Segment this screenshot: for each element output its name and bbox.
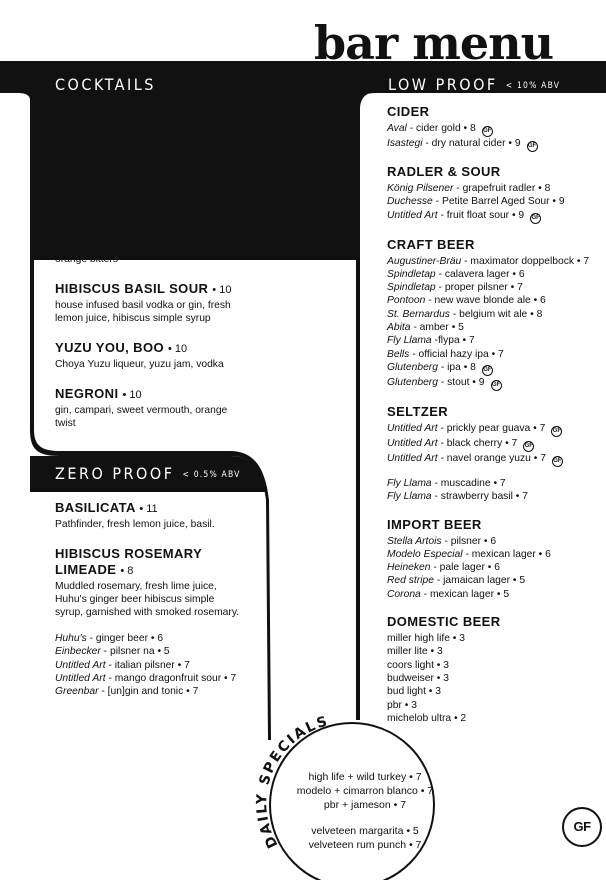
menu-line [387,268,606,281]
brand-name: Fly Llama [387,477,432,489]
brand-name: Spindletap [387,268,436,280]
menu-line [387,452,606,467]
item-detail: - proper pilsner • 7 [438,282,523,294]
drink-price: • 11 [122,107,141,119]
drink-name [55,546,270,579]
item-detail: - prickly pear guava • 7 [440,422,546,434]
item-detail: - mango dragonfruit sour • 7 [108,672,237,684]
drink-item [55,222,265,266]
brand-name: Glutenberg [387,376,438,388]
brand-name: Fly Llama [387,491,432,503]
gluten-free-logo: GF [562,807,602,847]
item-detail: - fruit float sour • 9 [440,209,525,221]
section-heading: SELTZER [387,403,449,419]
wheat-gluten-free-icon: GF [491,380,502,391]
drink-description: house infused basil vodka or gin, fresh lemon juice, hibiscus simple syrup [55,300,231,324]
drink-title: BASILICATA [55,500,136,515]
beverage-section [387,404,606,504]
drink-price: • 10 [212,284,232,296]
drink-item [55,281,265,325]
item-detail: budweiser • 3 [387,672,449,684]
brand-name: Corona [387,588,421,600]
item-detail: - navel orange yuzu • 7 [440,452,546,464]
zero-proof-list [55,500,270,698]
item-detail: miller lite • 3 [387,646,443,658]
drink-item [55,163,265,207]
drink-name [55,281,265,298]
drink-title: AVIATION [55,104,119,119]
item-detail: - pale lager • 6 [433,562,500,574]
drink-title: YUZU YOU, BOO [55,340,164,355]
drink-description: gin, campari, sweet vermouth, orange twist [55,405,228,429]
zero-proof-abv: < 0.5% ABV [182,470,241,480]
item-detail: - new wave blonde ale • 6 [428,295,546,307]
brand-name: Heineken [387,562,431,574]
menu-line [387,182,606,195]
menu-line [387,294,606,307]
menu-line [387,659,606,672]
menu-line [387,361,606,376]
special-item: pbr + jameson • 7 [323,799,407,811]
item-detail: - pilsner • 6 [444,535,497,547]
menu-line [387,255,606,268]
drink-description: Pathfinder, fresh lemon juice, basil. [55,519,215,530]
drink-title: HIBISCUS BASIL SOUR [55,281,209,296]
beverage-section [387,237,606,391]
special-item [280,812,450,824]
menu-line [387,672,606,685]
menu-line [387,535,606,548]
wheat-gluten-free-icon: GF [523,441,534,452]
wheat-gluten-free-icon: GF [527,141,538,152]
brand-name: Untitled Art [55,659,106,671]
daily-specials-list [280,770,450,852]
menu-line [387,209,606,224]
menu-line [387,645,606,658]
menu-line [387,137,606,152]
section-heading: DOMESTIC BEER [387,614,501,630]
drink-title: NEGRONI [55,386,119,401]
drink-name [55,163,265,180]
drink-description: house infused rosemary gin, house hibiscus syrup, fresh lemon juice [55,182,216,206]
item-detail: - muscadine • 7 [434,477,506,489]
beverage-section [387,517,606,601]
zero-proof-heading: ZERO PROOF < 0.5% ABV [55,464,241,483]
drink-item [55,340,265,371]
item-detail: - ginger beer • 6 [89,633,164,644]
menu-line [387,685,606,698]
menu-line [55,632,270,645]
menu-line [55,659,270,672]
item-detail: - strawberry basil • 7 [434,491,528,503]
section-heading: CRAFT BEER [387,236,475,252]
section-heading: CIDER [387,104,430,119]
item-detail: - belgium wit ale • 8 [452,308,543,320]
zero-proof-extras [55,632,270,698]
item-detail: - official hazy ipa • 7 [412,348,504,360]
brand-name: Pontoon [387,295,426,307]
brand-name: Untitled Art [387,452,438,464]
drink-name [55,386,265,403]
drink-description: gin, fresh lemon, creme de violette, mar- aschino liqueur [55,123,240,147]
drink-price: • 9 [171,225,185,237]
special-item: modelo + cimarron blanco • 7 [296,785,434,797]
section-heading: RADLER & SOUR [387,164,501,179]
cocktails-list [55,104,265,445]
brand-name: Untitled Art [387,422,438,434]
drink-name [55,104,265,121]
brand-name: Untitled Art [387,209,438,221]
brand-name: Abita [387,322,411,334]
menu-line [387,574,606,587]
drink-title: HIBISCUS ROSEMARY LIMEADE [55,546,203,577]
item-detail: bud light • 3 [387,686,441,698]
brand-name: Bells [387,348,410,360]
menu-line [387,437,606,452]
brand-name: Augustiner-Bräu [387,255,462,267]
column-divider [356,93,370,720]
item-detail: - black cherry • 7 [440,437,518,449]
brand-name: Modelo Especial [387,548,463,560]
brand-name: Red stripe [387,575,434,587]
low-proof-heading: LOW PROOF < 10% ABV [388,75,561,94]
wheat-gluten-free-icon: GF [482,365,493,376]
brand-name: Aval [387,123,407,134]
brand-name: Untitled Art [55,672,106,684]
drink-title: OLD FASHIONED [55,222,168,237]
item-detail: miller high life • 3 [387,633,466,645]
beverage-section [387,614,606,725]
item-detail: - amber • 5 [413,322,464,334]
item-detail: - mexican lager • 5 [423,588,510,600]
menu-line [387,712,606,725]
menu-line [387,321,606,334]
drink-price: • 10 [168,343,188,355]
brand-name: Fly Llama [387,335,432,347]
wheat-gluten-free-icon: GF [482,126,493,137]
item-detail: coors light • 3 [387,659,449,671]
low-proof-abv: < 10% ABV [505,81,561,91]
brand-name: Huhu's [55,633,87,644]
item-detail: - italian pilsner • 7 [108,659,190,671]
item-detail: michelob ultra • 2 [387,712,467,724]
drink-price: • 11 [139,503,158,515]
item-detail: - cider gold • 8 [409,123,476,134]
item-detail: -flypa • 7 [434,335,475,347]
item-detail: - calavera lager • 6 [438,268,525,280]
item-detail: - jamaican lager • 5 [436,575,526,587]
drink-price: • 10 [122,389,142,401]
item-detail: - stout • 9 [440,376,485,388]
item-detail: - grapefruit radler • 8 [456,183,551,194]
drink-item [55,104,265,148]
drink-price: • 11 [215,166,235,178]
brand-name: Untitled Art [387,437,438,449]
menu-line [387,376,606,391]
drink-description: Muddled rosemary, fresh lime juice, Huhu's ginger beer hibiscus simple syrup, garnished with smoked rosemary. [55,581,240,618]
brand-name: Einbecker [55,646,101,658]
item-detail: - [un]gin and tonic • 7 [101,686,199,698]
item-detail: - dry natural cider • 9 [425,138,521,149]
menu-line [55,685,270,698]
wheat-gluten-free-icon: GF [552,456,563,467]
brand-name: Duchesse [387,196,433,208]
brand-name: Glutenberg [387,361,438,373]
spacer [387,467,606,477]
cocktails-heading: COCKTAILS [55,75,156,94]
brand-name: Spindletap [387,282,436,294]
wheat-gluten-free-icon: GF [530,213,541,224]
menu-line [387,281,606,294]
menu-line [387,699,606,712]
svg-text:DAILY SPECIALS: DAILY SPECIALS [254,713,331,851]
beverage-section [387,104,606,152]
drink-item [55,500,270,531]
menu-line [387,490,606,503]
drink-description: g&w 3 year bourbon, sugar, angostura, orange bitters [55,241,233,265]
drink-description: Choya Yuzu liqueur, yuzu jam, vodka [55,359,224,370]
item-detail: - Petite Barrel Aged Sour • 9 [435,196,565,208]
brand-name: Isastegi [387,138,423,149]
brand-name: Stella Artois [387,535,442,547]
drink-name [55,222,265,239]
menu-line [387,122,606,137]
beverage-section [387,164,606,224]
menu-line [387,422,606,437]
item-detail: - ipa • 8 [440,361,476,373]
special-item: high life + wild turkey • 7 [308,771,422,783]
low-proof-list [387,104,606,738]
item-detail: pbr • 3 [387,699,417,711]
wheat-gluten-free-icon: GF [551,426,562,437]
special-item: velveteen rum punch • 7 [308,839,422,851]
menu-line [387,195,606,208]
menu-line [387,588,606,601]
menu-line [387,348,606,361]
menu-line [387,308,606,321]
item-detail: - pilsner na • 5 [103,646,170,658]
drink-price: • 8 [120,565,134,577]
menu-line [387,548,606,561]
page-title: bar menu [314,16,554,70]
drink-name [55,500,270,517]
item-detail: - maximator doppelbock • 7 [464,255,590,267]
section-heading: IMPORT BEER [387,516,482,532]
menu-line [387,477,606,490]
menu-line [387,632,606,645]
brand-name: König Pilsener [387,183,454,194]
menu-line [55,672,270,685]
menu-line [387,334,606,347]
brand-name: St. Bernardus [387,308,450,320]
special-item: velveteen margarita • 5 [311,825,419,837]
drink-item [55,386,265,430]
drink-item [55,546,270,619]
menu-line [55,645,270,658]
drink-title: ROSEMERRY & BRIGHT [55,163,212,178]
drink-name [55,340,265,357]
item-detail: - mexican lager • 6 [465,548,551,560]
brand-name: Greenbar [55,686,99,698]
menu-line [387,561,606,574]
